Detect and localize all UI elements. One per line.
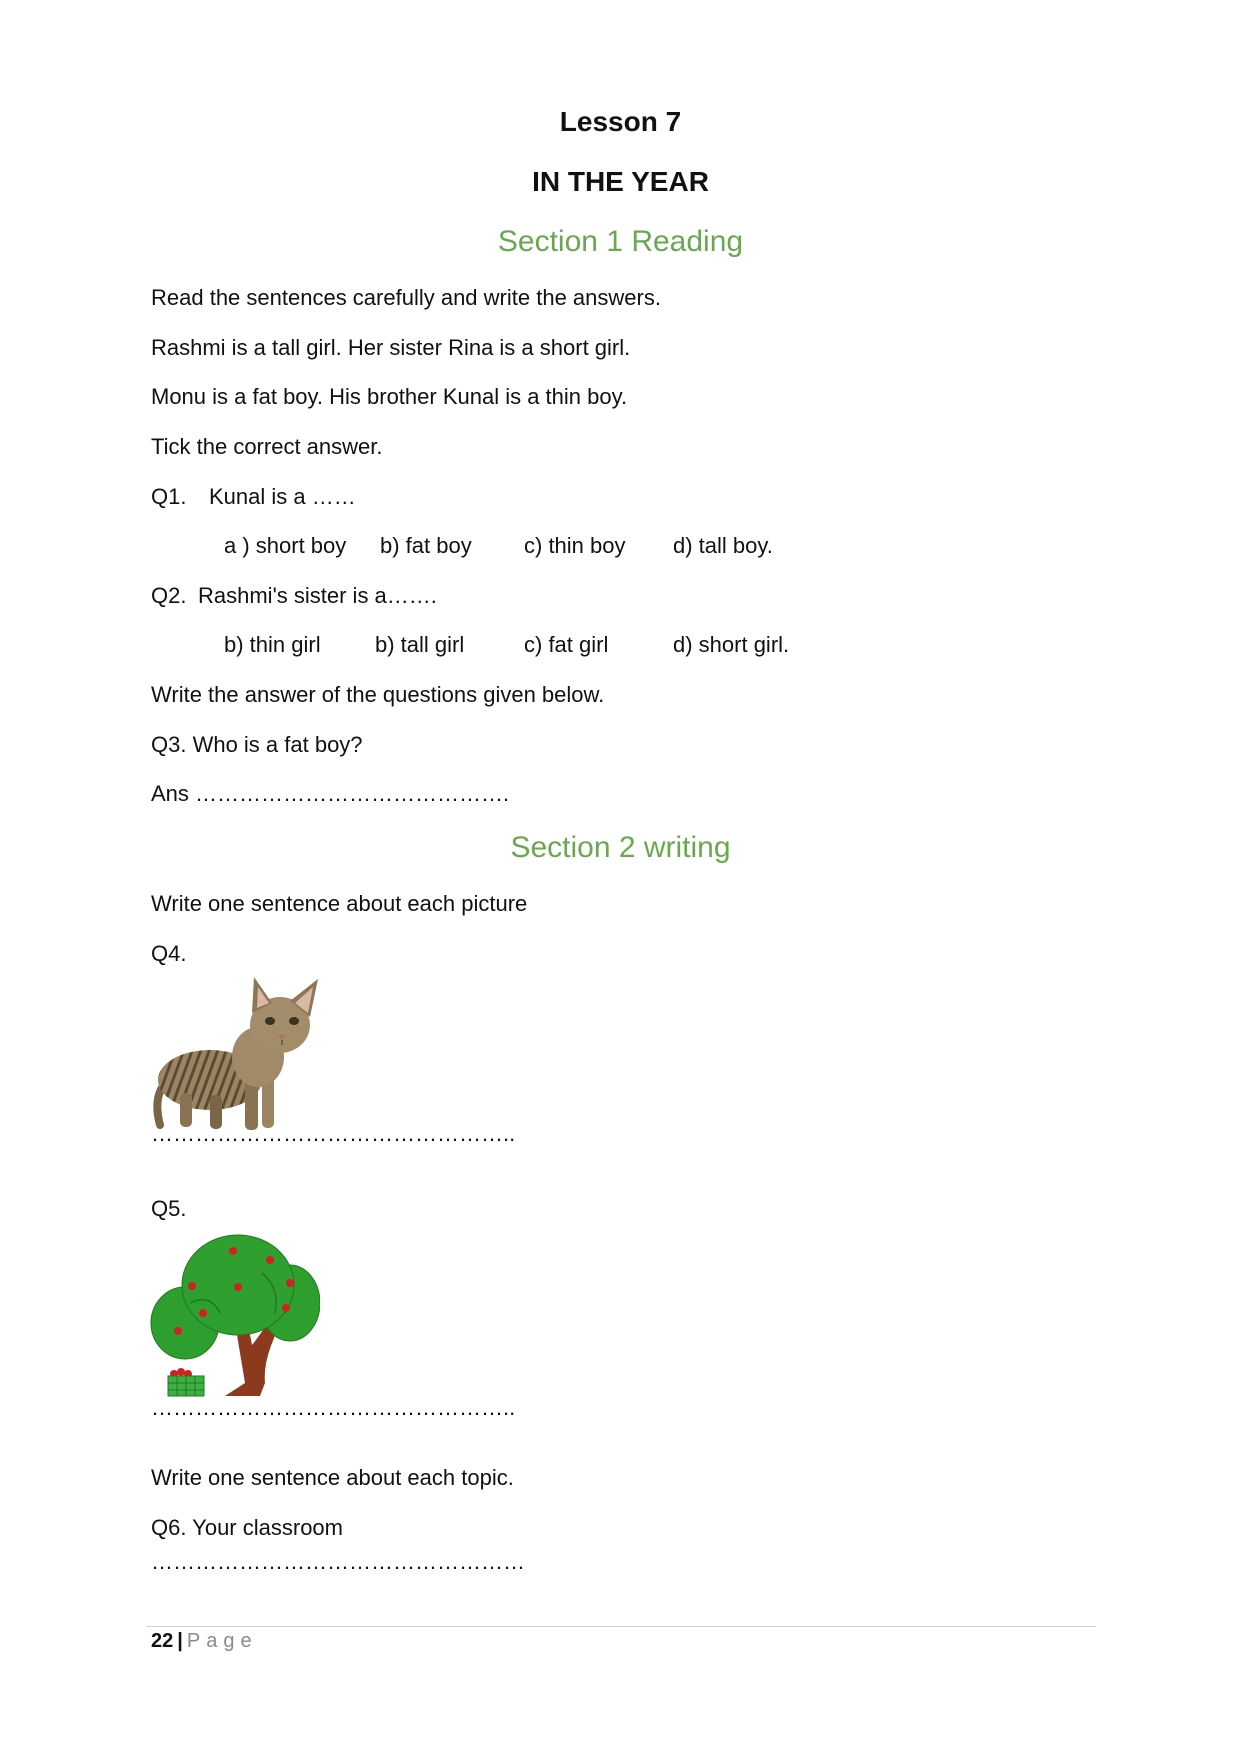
question-2-text: Rashmi's sister is a……. <box>198 583 437 608</box>
q2-option-b[interactable]: b) tall girl <box>375 632 465 657</box>
footer-divider <box>146 1626 1096 1627</box>
page-label: Page <box>186 1630 258 1652</box>
question-1-text: Kunal is a …… <box>209 484 356 509</box>
question-2 <box>151 583 437 609</box>
question-1-number: Q1. <box>151 484 187 509</box>
footer-separator: | <box>177 1630 183 1652</box>
question-3: Q3. Who is a fat boy? <box>151 732 363 757</box>
picture-instruction: Write one sentence about each picture <box>151 891 528 916</box>
question-4-answer-blank[interactable]: ………………………………………….. <box>151 1121 516 1146</box>
q2-option-a[interactable]: b) thin girl <box>224 632 321 657</box>
page-title: IN THE YEAR <box>532 166 709 197</box>
tick-instruction: Tick the correct answer. <box>151 434 383 459</box>
question-6-answer-blank[interactable]: …………………………………………… <box>151 1549 525 1574</box>
q1-option-a[interactable]: a ) short boy <box>224 533 347 558</box>
question-4: Q4. <box>151 941 187 966</box>
write-instruction: Write the answer of the questions given below. <box>151 682 605 707</box>
section-1-heading: Section 1 Reading <box>497 225 744 258</box>
section-2-heading: Section 2 writing <box>510 831 731 864</box>
question-5: Q5. <box>151 1196 187 1221</box>
q1-option-d[interactable]: d) tall boy. <box>673 533 773 558</box>
page-number: 22 <box>151 1630 174 1652</box>
question-5-answer-blank[interactable]: ………………………………………….. <box>151 1395 516 1420</box>
reading-sentence-1: Rashmi is a tall girl. Her sister Rina is a short girl. <box>151 335 631 360</box>
question-3-answer-blank[interactable]: Ans ……………………………………. <box>151 781 510 806</box>
q1-option-b[interactable]: b) fat boy <box>380 533 472 558</box>
question-1 <box>151 484 356 510</box>
lesson-title: Lesson 7 <box>559 106 682 137</box>
q2-option-d[interactable]: d) short girl. <box>673 632 790 657</box>
reading-sentence-2: Monu is a fat boy. His brother Kunal is a thin boy. <box>151 384 628 409</box>
cat-picture <box>150 975 330 1135</box>
question-2-number: Q2. <box>151 583 187 608</box>
reading-instruction: Read the sentences carefully and write the answers. <box>151 285 661 310</box>
question-6: Q6. Your classroom <box>151 1515 343 1540</box>
tree-picture <box>150 1233 320 1398</box>
q1-option-c[interactable]: c) thin boy <box>524 533 626 558</box>
page-footer <box>151 1630 258 1653</box>
q2-option-c[interactable]: c) fat girl <box>524 632 609 657</box>
topic-instruction: Write one sentence about each topic. <box>151 1465 514 1490</box>
